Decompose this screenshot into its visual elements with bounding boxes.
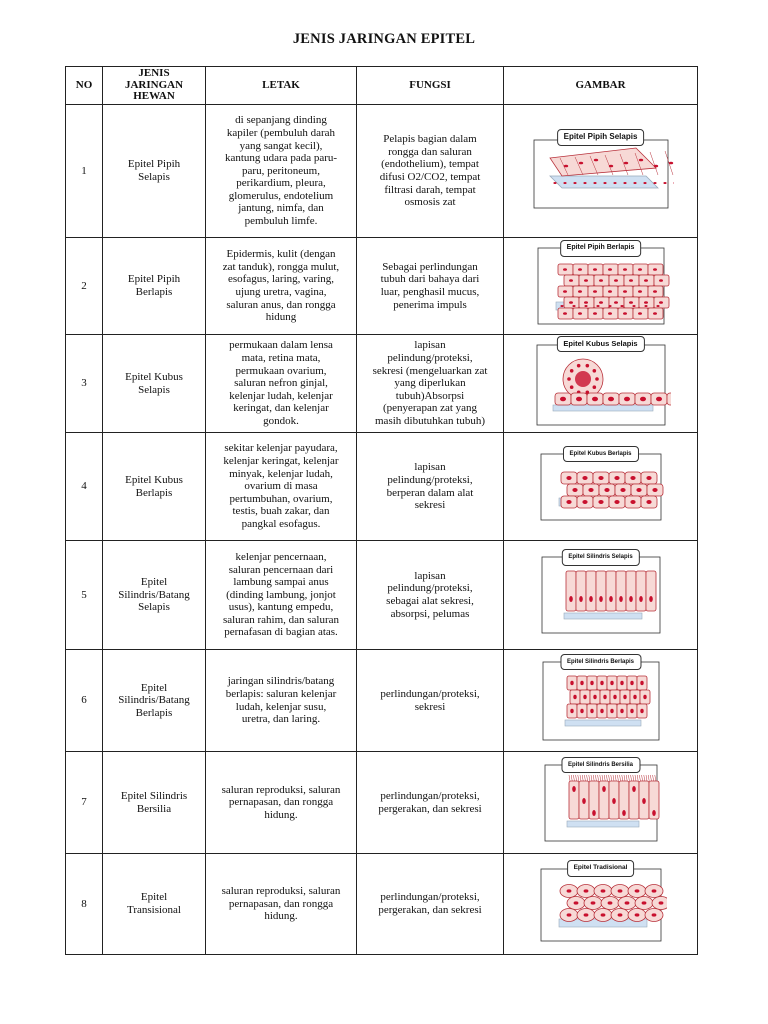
table-row bbox=[66, 105, 698, 238]
row-letak: saluran reproduksi, saluran pernapasan, dan rongga hidung. bbox=[206, 854, 357, 955]
row-fungsi: lapisan pelindung/proteksi, sebagai alat sekresi, absorpsi, pelumas bbox=[357, 541, 504, 650]
table-row bbox=[66, 650, 698, 752]
row-letak: sekitar kelenjar payudara, kelenjar keringat, kelenjar minyak, kelenjar ludah, ovarium di masa pertumbuhan, ovarium, testis, buah zakar, dan pangkal esofagus. bbox=[206, 433, 357, 541]
gambar-label: Epitel Silindris Berlapis bbox=[560, 654, 641, 671]
header-no: NO bbox=[66, 67, 103, 105]
header-jenis: JENIS JARINGAN HEWAN bbox=[103, 67, 206, 105]
row-letak: di sepanjang dinding kapiler (pembuluh darah yang sangat kecil), kantung udara pada paru- paru, peritoneum, perikardium, pleura, glomerulus, endotelium jantung, nimfa, dan pembuluh limfe. bbox=[206, 105, 357, 238]
ciliated-columnar-illustration bbox=[539, 757, 663, 849]
row-no: 3 bbox=[66, 335, 103, 433]
header-letak: LETAK bbox=[206, 67, 357, 105]
row-gambar bbox=[504, 854, 698, 955]
row-jenis: Epitel Silindris/Batang Berlapis bbox=[103, 650, 206, 752]
row-jenis: Epitel Kubus Berlapis bbox=[103, 433, 206, 541]
document-title: JENIS JARINGAN EPITEL bbox=[292, 31, 476, 47]
row-jenis: Epitel Kubus Selapis bbox=[103, 335, 206, 433]
row-fungsi: perlindungan/proteksi, pergerakan, dan sekresi bbox=[357, 752, 504, 854]
table-row bbox=[66, 541, 698, 650]
row-jenis: Epitel Pipih Selapis bbox=[103, 105, 206, 238]
table-row bbox=[66, 433, 698, 541]
gambar-label: Epitel Pipih Berlapis bbox=[560, 240, 642, 257]
epithelium-table bbox=[65, 66, 698, 955]
table-row bbox=[66, 335, 698, 433]
row-letak: jaringan silindris/batang berlapis: saluran kelenjar ludah, kelenjar susu, uretra, dan laring. bbox=[206, 650, 357, 752]
row-jenis: Epitel Silindris Bersilia bbox=[103, 752, 206, 854]
row-gambar bbox=[504, 433, 698, 541]
row-fungsi: lapisan pelindung/proteksi, berperan dalam alat sekresi bbox=[357, 433, 504, 541]
stratified-cuboidal-illustration bbox=[535, 446, 667, 528]
simple-columnar-illustration bbox=[536, 549, 666, 641]
row-letak: permukaan dalam lensa mata, retina mata, permukaan ovarium, saluran nefron ginjal, kelenjar ludah, kelenjar keringat, dan kelenjar gondok. bbox=[206, 335, 357, 433]
stratified-squamous-illustration bbox=[532, 240, 670, 332]
row-no: 4 bbox=[66, 433, 103, 541]
gambar-label: Epitel Kubus Berlapis bbox=[562, 446, 638, 463]
row-no: 5 bbox=[66, 541, 103, 650]
table-row bbox=[66, 238, 698, 335]
transitional-illustration bbox=[535, 860, 667, 948]
row-no: 1 bbox=[66, 105, 103, 238]
header-fungsi: FUNGSI bbox=[357, 67, 504, 105]
table-header-row bbox=[66, 67, 698, 105]
gambar-label: Epitel Silindris Bersilia bbox=[561, 757, 640, 774]
table-row bbox=[66, 752, 698, 854]
row-letak: saluran reproduksi, saluran pernapasan, dan rongga hidung. bbox=[206, 752, 357, 854]
row-fungsi: lapisan pelindung/proteksi, sekresi (mengeluarkan zat yang diperlukan tubuh)Absorpsi (penyerapan zat yang masih dibutuhkan tubuh) bbox=[357, 335, 504, 433]
simple-squamous-illustration bbox=[528, 129, 674, 213]
table-row bbox=[66, 854, 698, 955]
simple-cuboidal-illustration bbox=[531, 336, 671, 432]
row-gambar bbox=[504, 105, 698, 238]
row-gambar bbox=[504, 541, 698, 650]
gambar-label: Epitel Silindris Selapis bbox=[561, 549, 639, 566]
row-gambar bbox=[504, 238, 698, 335]
row-gambar bbox=[504, 335, 698, 433]
row-jenis: Epitel Transisional bbox=[103, 854, 206, 955]
row-gambar bbox=[504, 650, 698, 752]
gambar-label: Epitel Tradisional bbox=[567, 860, 635, 877]
row-letak: Epidermis, kulit (dengan zat tanduk), rongga mulut, esofagus, laring, varing, ujung uretra, vagina, saluran anus, dan rongga hidung bbox=[206, 238, 357, 335]
gambar-label: Epitel Kubus Selapis bbox=[556, 336, 644, 353]
row-gambar bbox=[504, 752, 698, 854]
gambar-label: Epitel Pipih Selapis bbox=[557, 129, 645, 146]
row-jenis: Epitel Pipih Berlapis bbox=[103, 238, 206, 335]
stratified-columnar-illustration bbox=[537, 654, 665, 748]
row-fungsi: perlindungan/proteksi, sekresi bbox=[357, 650, 504, 752]
row-no: 2 bbox=[66, 238, 103, 335]
row-no: 7 bbox=[66, 752, 103, 854]
row-fungsi: Pelapis bagian dalam rongga dan saluran (endothelium), tempat difusi O2/CO2, tempat filtrasi darah, tempat osmosis zat bbox=[357, 105, 504, 238]
row-fungsi: perlindungan/proteksi, pergerakan, dan sekresi bbox=[357, 854, 504, 955]
row-no: 8 bbox=[66, 854, 103, 955]
header-gambar: GAMBAR bbox=[504, 67, 698, 105]
row-jenis: Epitel Silindris/Batang Selapis bbox=[103, 541, 206, 650]
row-no: 6 bbox=[66, 650, 103, 752]
row-letak: kelenjar pencernaan, saluran pencernaan dari lambung sampai anus (dinding lambung, jonjot usus), kantung empedu, saluran rahim, dan saluran pernafasan di bagian atas. bbox=[206, 541, 357, 650]
row-fungsi: Sebagai perlindungan tubuh dari bahaya dari luar, penghasil mucus, penerima impuls bbox=[357, 238, 504, 335]
